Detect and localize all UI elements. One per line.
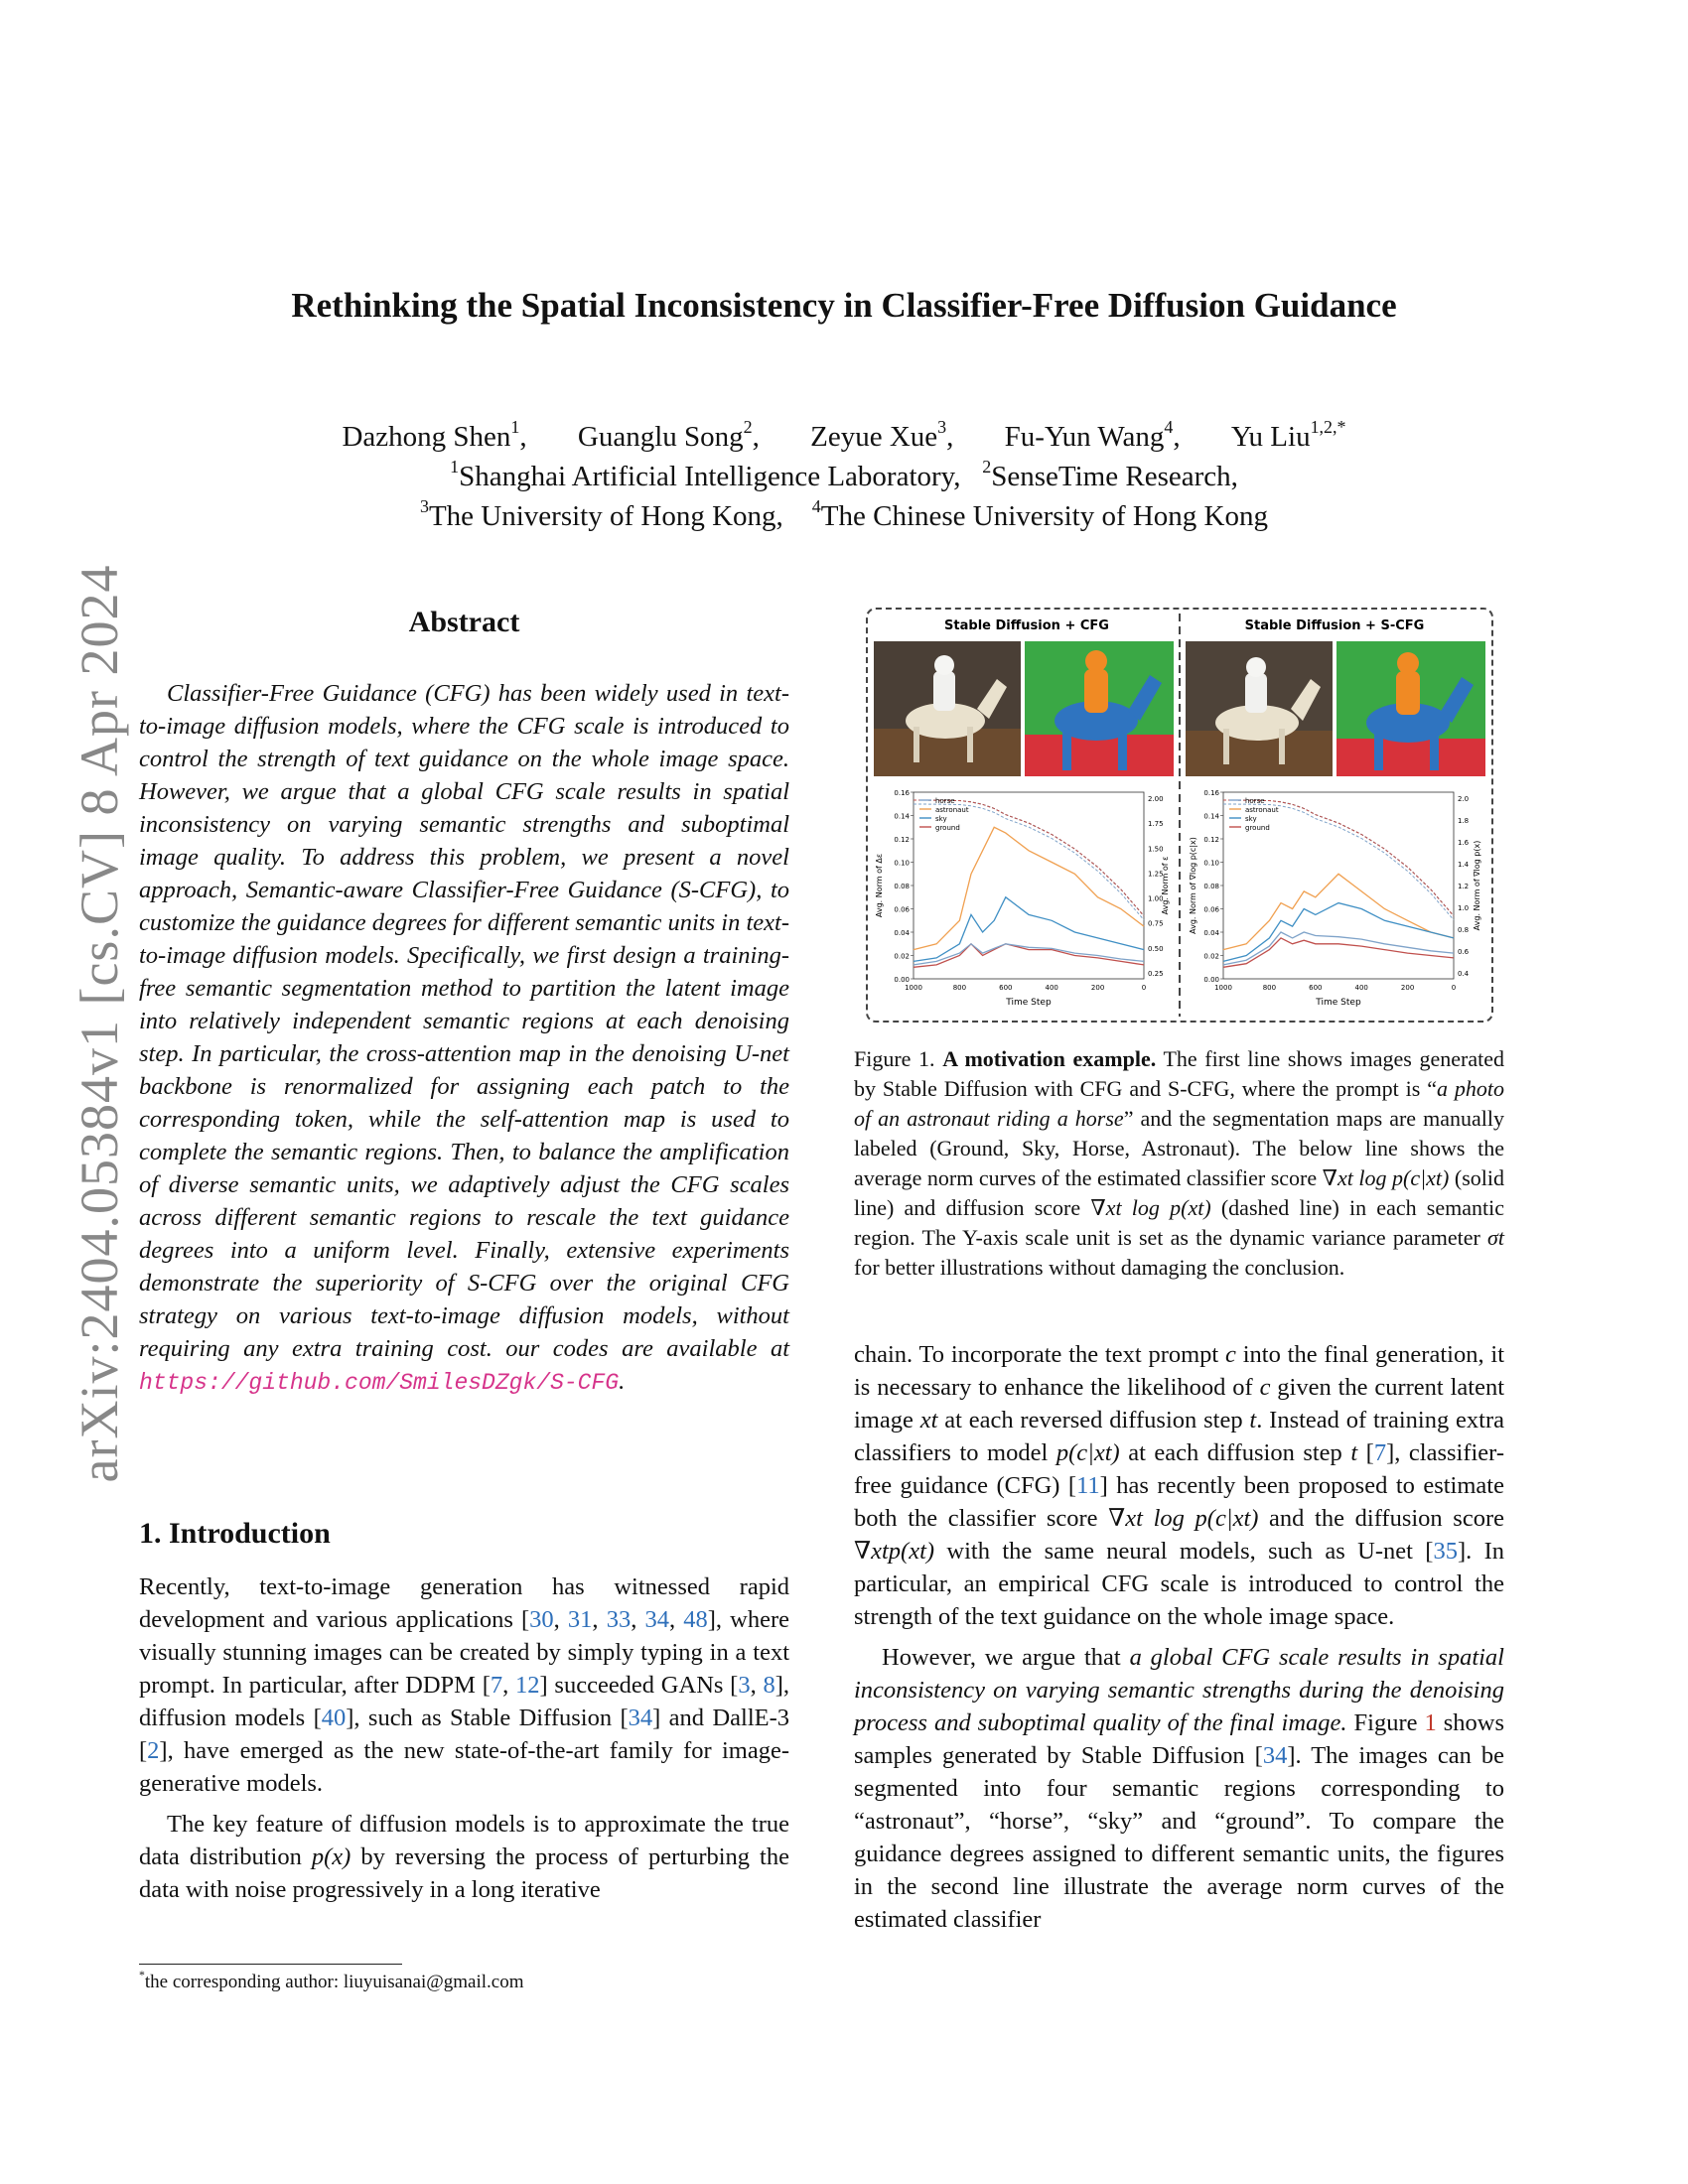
y2-tick-label: 0.25 — [1148, 970, 1164, 978]
chart-left-ylabel: Avg. Norm of Δε — [875, 853, 884, 918]
x-tick-label: 1000 — [1214, 984, 1232, 992]
x-tick-label: 0 — [1141, 984, 1147, 992]
citation[interactable]: 3 — [738, 1672, 751, 1699]
y2-tick-label: 1.0 — [1458, 904, 1470, 912]
panel-right-title: Stable Diffusion + S-CFG — [1244, 618, 1425, 633]
panel-left-title: Stable Diffusion + CFG — [944, 618, 1109, 633]
series-line-astronaut — [914, 827, 1144, 949]
y2-tick-label: 0.75 — [1148, 919, 1164, 928]
y2-tick-label: 1.00 — [1148, 894, 1164, 903]
y-tick-label: 0.06 — [894, 905, 910, 914]
series-dashed-astronaut — [1223, 800, 1454, 916]
series-line-sky — [914, 897, 1144, 962]
x-tick-label: 200 — [1090, 984, 1105, 992]
citation[interactable]: 48 — [683, 1606, 708, 1633]
legend-label-astronaut: astronaut — [935, 806, 969, 814]
photo-left — [874, 641, 1021, 776]
citation[interactable]: 35 — [1433, 1538, 1458, 1565]
figure-1-svg — [868, 610, 1491, 1021]
footnote-rule — [139, 1964, 402, 1965]
paper-title: Rethinking the Spatial Inconsistency in Classifier-Free Diffusion Guidance — [291, 286, 1397, 325]
citation[interactable]: 33 — [606, 1606, 632, 1633]
y2-tick-label: 1.8 — [1458, 817, 1470, 825]
y-tick-label: 0.06 — [1203, 905, 1219, 914]
x-tick-label: 800 — [1262, 984, 1277, 992]
chart-right-xlabel: Time Step — [1316, 998, 1361, 1008]
y2-tick-label: 0.8 — [1458, 926, 1470, 934]
y2-tick-label: 1.2 — [1458, 883, 1470, 890]
legend-label-ground: ground — [935, 824, 960, 832]
caption-bold: A motivation example. — [942, 1046, 1157, 1071]
x-tick-label: 600 — [999, 984, 1013, 992]
y-tick-label: 0.02 — [1203, 952, 1219, 961]
citation[interactable]: 30 — [529, 1606, 554, 1633]
y2-tick-label: 1.75 — [1148, 820, 1164, 829]
code-link[interactable]: https://github.com/SmilesDZgk/S-CFG — [139, 1370, 620, 1396]
y-tick-label: 0.16 — [894, 789, 910, 797]
intro-body — [139, 1570, 789, 1906]
y-tick-label: 0.14 — [894, 812, 910, 821]
citation[interactable]: 7 — [1373, 1439, 1387, 1466]
citation[interactable]: 31 — [567, 1606, 593, 1633]
y-tick-label: 0.12 — [894, 836, 910, 844]
right-paragraph-1: chain. To incorporate the text prompt c into the final generation, it is necessary to enhance the likelihood of c given the current latent image xt at each reversed diffusion step t. Instead of training extra classifiers to model p(c|xt) at each diffusion step t [7], classifier-free guidance (CFG) [11] has recently been proposed to estimate both the classifier score ∇xt log p(c|xt) and the diffusion score ∇xtp(xt) with the same neural models, such as U-net [35]. In particular, an empirical CFG scale is introduced to control the strength of the text guidance on the whole image space. — [854, 1341, 1505, 1630]
x-tick-label: 200 — [1400, 984, 1415, 992]
y2-tick-label: 0.6 — [1458, 948, 1470, 956]
author-5: Yu Liu$^{1,2,*}$ — [1230, 416, 1346, 453]
series-line-horse — [1223, 932, 1454, 965]
author-3: Zeyue Xue$^3$, — [810, 416, 954, 453]
citation[interactable]: 11 — [1076, 1472, 1100, 1499]
citation[interactable]: 12 — [515, 1672, 540, 1699]
series-dashed-ground — [914, 800, 1144, 916]
y2-tick-label: 1.4 — [1458, 861, 1470, 869]
right-column-body — [854, 1338, 1504, 1936]
y-tick-label: 0.00 — [1203, 976, 1219, 984]
series-dashed-sky — [1223, 800, 1454, 916]
segmentation-right — [1336, 641, 1485, 776]
citation[interactable]: 34 — [628, 1705, 653, 1731]
series-dashed-sky — [914, 800, 1144, 916]
chart-left-xlabel: Time Step — [1006, 998, 1052, 1008]
intro-paragraph-2: The key feature of diffusion models is to approximate the true data distribution p(x) by reversing the process of perturbing the data with noise progressively in a long iterative — [139, 1811, 789, 1903]
chart-right-y2label: Avg. Norm of ∇log p(x) — [1473, 840, 1481, 931]
y-tick-label: 0.12 — [1203, 836, 1219, 844]
chart-right — [1189, 789, 1481, 1008]
chart-right-ylabel: Avg. Norm of ∇log p(c|x) — [1189, 837, 1197, 934]
affiliation-line-1: $^1$Shanghai Artificial Intelligence Laboratory, $^2$SenseTime Research, — [450, 456, 1238, 492]
y-tick-label: 0.02 — [894, 952, 910, 961]
y-tick-label: 0.14 — [1203, 812, 1219, 821]
x-tick-label: 400 — [1045, 984, 1058, 992]
figure-ref[interactable]: 1 — [1424, 1709, 1437, 1736]
legend-label-ground: ground — [1245, 824, 1270, 832]
author-1: Dazhong Shen$^1$, — [342, 416, 527, 453]
y-tick-label: 0.16 — [1203, 789, 1219, 797]
right-paragraph-2: However, we argue that a global CFG scale results in spatial inconsistency on varying semantic strengths during the denoising process and suboptimal quality of the final image. Figure 1 shows samples generated by Stable Diffusion [34]. The images can be segmented into four semantic regions corresponding to “astronaut”, “horse”, “sky” and “ground”. To compare the guidance degrees assigned to different semantic units, the figures in the second line illustrate the average norm curves of the estimated classifier — [854, 1644, 1505, 1933]
author-2: Guanglu Song$^2$, — [577, 416, 760, 453]
series-line-horse — [914, 944, 1144, 965]
chart-left — [875, 789, 1170, 1008]
y-tick-label: 0.10 — [1203, 859, 1219, 868]
citation[interactable]: 8 — [763, 1672, 775, 1699]
chart-left-y2label: Avg. Norm of ε — [1161, 856, 1170, 915]
y2-tick-label: 1.50 — [1148, 845, 1164, 854]
arxiv-stamp: arXiv:2404.05384v1 [cs.CV] 8 Apr 2024 — [70, 564, 129, 1483]
y-tick-label: 0.10 — [894, 859, 910, 868]
y-tick-label: 0.00 — [894, 976, 910, 984]
y2-tick-label: 2.0 — [1458, 795, 1470, 803]
y2-tick-label: 1.25 — [1148, 870, 1164, 879]
author-4: Fu-Yun Wang$^4$, — [1004, 416, 1181, 453]
author-block — [0, 417, 1688, 536]
citation[interactable]: 40 — [321, 1705, 347, 1731]
y-tick-label: 0.04 — [1203, 929, 1219, 937]
y-tick-label: 0.04 — [894, 929, 910, 937]
abstract-body: Classifier-Free Guidance (CFG) has been widely used in text-to-image diffusion models, where the CFG scale is introduced to control the strength of text guidance on the whole image space. However, we argue that a global CFG scale results in spatial inconsistency on varying semantic strengths and suboptimal image quality. To address this problem, we present a novel approach, Semantic-aware Classifier-Free Guidance (S-CFG), to customize the guidance degrees for different semantic units in text-to-image diffusion models. Specifically, we first design a training-free semantic segmentation method to partition the latent image into relatively independent semantic regions at each denoising step. In particular, the cross-attention map in the denoising U-net backbone is renormalized for assigning each patch to the corresponding token, while the self-attention map is used to complete the semantic regions. Then, to balance the amplification of diverse semantic units, we adaptively adjust the CFG scales across different semantic regions to rescale the text guidance degrees into a uniform level. Finally, extensive experiments demonstrate the superiority of S-CFG over the original CFG strategy on various text-to-image diffusion models, without requiring any extra training cost. our codes are available at https://github.com/SmilesDZgk/S-CFG. — [139, 680, 789, 1396]
footnote: *the corresponding author: liuyuisanai@gmail.com — [139, 1968, 524, 1992]
x-tick-label: 600 — [1309, 984, 1323, 992]
x-tick-label: 400 — [1354, 984, 1368, 992]
series-line-astronaut — [1223, 874, 1454, 949]
affiliation-line-2: $^3$The University of Hong Kong, $^4$The Chinese University of Hong Kong — [419, 495, 1269, 532]
citation[interactable]: 2 — [147, 1737, 160, 1764]
y2-tick-label: 0.50 — [1148, 944, 1164, 953]
photo-right — [1186, 641, 1333, 776]
figure-caption: Figure 1. A motivation example. The first line shows images generated by Stable Diffusion with CFG and S-CFG, where the prompt is “a photo of an astronaut riding a horse” and the segmentation maps are manually labeled (Ground, Sky, Horse, Astronaut). The below line shows the average norm curves of the estimated classifier score ∇xt log p(c|xt) (solid line) and diffusion score ∇xt log p(xt) (dashed line) in each semantic region. The Y-axis scale unit is set as the dynamic variance parameter σt for better illustrations without damaging the conclusion. — [854, 1046, 1504, 1280]
legend-label-sky: sky — [935, 815, 947, 823]
figure-1 — [866, 608, 1493, 1023]
x-tick-label: 1000 — [905, 984, 922, 992]
author-line — [0, 417, 1688, 457]
legend-label-sky: sky — [1245, 815, 1257, 823]
y2-tick-label: 2.00 — [1148, 795, 1164, 803]
legend-label-horse: horse — [1245, 797, 1265, 805]
intro-heading: 1. Introduction — [139, 1517, 331, 1550]
series-dashed-astronaut — [914, 800, 1144, 916]
intro-paragraph-1: Recently, text-to-image generation has witnessed rapid development and various applications [30, 31, 33, 34, 48], where visually stunning images can be created by simply typing in a text prompt. In particular, after DDPM [7, 12] succeeded GANs [3, 8], diffusion models [40], such as Stable Diffusion [34] and DallE-3 [2], have emerged as the new state-of-the-art family for image-generative models. — [139, 1573, 789, 1797]
y2-tick-label: 0.4 — [1458, 970, 1470, 978]
y-tick-label: 0.08 — [1203, 883, 1219, 890]
series-dashed-ground — [1223, 800, 1454, 916]
y-tick-label: 0.08 — [894, 883, 910, 890]
legend-label-horse: horse — [935, 797, 955, 805]
x-tick-label: 800 — [952, 984, 967, 992]
legend-label-astronaut: astronaut — [1245, 806, 1279, 814]
segmentation-left — [1025, 641, 1174, 776]
citation[interactable]: 7 — [490, 1672, 503, 1699]
y2-tick-label: 1.6 — [1458, 839, 1470, 847]
abstract-heading: Abstract — [408, 606, 520, 638]
x-tick-label: 0 — [1451, 984, 1457, 992]
citation[interactable]: 34 — [644, 1606, 669, 1633]
citation[interactable]: 34 — [1262, 1742, 1288, 1769]
